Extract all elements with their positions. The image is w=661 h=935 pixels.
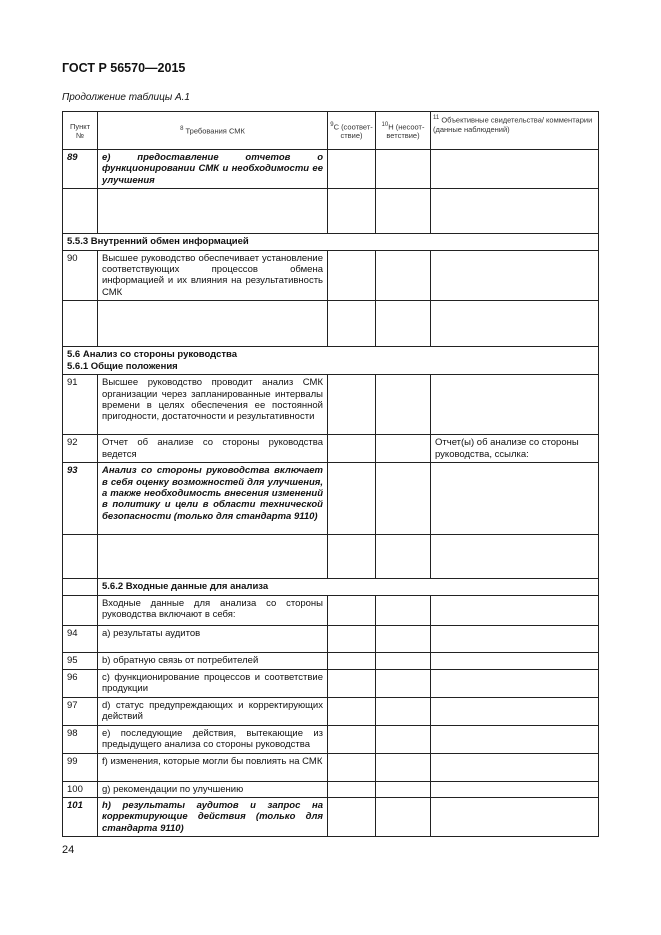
- nonconformity-cell[interactable]: [376, 375, 431, 435]
- evidence-cell[interactable]: [431, 669, 599, 697]
- nonconformity-cell[interactable]: [376, 250, 431, 301]
- conformity-cell[interactable]: [328, 725, 376, 753]
- nonconformity-cell[interactable]: [376, 150, 431, 189]
- conformity-cell[interactable]: [328, 250, 376, 301]
- evidence-cell[interactable]: [431, 781, 599, 797]
- conformity-cell[interactable]: [328, 435, 376, 463]
- table-row: [63, 595, 599, 625]
- evidence-cell[interactable]: [431, 595, 599, 625]
- evidence-cell[interactable]: [431, 189, 599, 234]
- section-heading: 5.5.3 Внутренний обмен информацией: [63, 234, 599, 250]
- table-row: [63, 463, 599, 535]
- requirement-text: h) результаты аудитов и запрос на корректирующие действия (только для стандарта 9110): [98, 798, 328, 837]
- table-caption: Продолжение таблицы А.1: [62, 92, 190, 103]
- item-number: 90: [63, 250, 98, 301]
- evidence-cell[interactable]: [431, 652, 599, 669]
- conformity-cell[interactable]: [328, 535, 376, 579]
- item-number: 98: [63, 725, 98, 753]
- item-number: 95: [63, 652, 98, 669]
- section-row: [63, 347, 599, 375]
- col-header-requirements: $^8$ Требования СМК: [98, 112, 328, 150]
- evidence-cell[interactable]: [431, 301, 599, 347]
- nonconformity-cell[interactable]: [376, 725, 431, 753]
- col-header-num: Пункт №: [63, 112, 98, 150]
- item-number: 97: [63, 697, 98, 725]
- page-number: 24: [62, 844, 75, 856]
- document-title: ГОСТ Р 56570—2015: [62, 61, 186, 75]
- requirement-text: c) функционирование процессов и соответствие продукции: [98, 669, 328, 697]
- evidence-cell[interactable]: [431, 753, 599, 781]
- requirement-text: Анализ со стороны руководства включает в себя оценку возможностей для улучшения, а также необходимость внесения изменений в политику и цели в области технической безопасности (только для стандарта 9110): [98, 463, 328, 535]
- conformity-cell[interactable]: [328, 798, 376, 837]
- requirement-text: b) обратную связь от потребителей: [98, 652, 328, 669]
- col-header-evidence: $^{11}$ Объективные свидетельства/ комментарии (данные наблюдений): [431, 112, 599, 150]
- nonconformity-cell[interactable]: [376, 189, 431, 234]
- conformity-cell[interactable]: [328, 595, 376, 625]
- nonconformity-cell[interactable]: [376, 697, 431, 725]
- evidence-cell[interactable]: [431, 463, 599, 535]
- item-number: 99: [63, 753, 98, 781]
- col-header-nonconformity: $^{10}$Н (несоот-ветствие): [376, 112, 431, 150]
- table-row: [63, 669, 599, 697]
- table-row: [63, 697, 599, 725]
- col-header-conformity: $^9$С (соответ-ствие): [328, 112, 376, 150]
- table-row: [63, 798, 599, 837]
- table-row: [63, 625, 599, 652]
- conformity-cell[interactable]: [328, 753, 376, 781]
- item-number: 93: [63, 463, 98, 535]
- conformity-cell[interactable]: [328, 625, 376, 652]
- conformity-cell[interactable]: [328, 697, 376, 725]
- item-number: 96: [63, 669, 98, 697]
- table-row: [63, 435, 599, 463]
- table-row: [63, 781, 599, 797]
- item-number: 89: [63, 150, 98, 189]
- nonconformity-cell[interactable]: [376, 652, 431, 669]
- nonconformity-cell[interactable]: [376, 595, 431, 625]
- nonconformity-cell[interactable]: [376, 781, 431, 797]
- conformity-cell[interactable]: [328, 375, 376, 435]
- item-number: [63, 595, 98, 625]
- evidence-cell[interactable]: Отчет(ы) об анализе со стороны руководства, ссылка:: [431, 435, 599, 463]
- item-number: 92: [63, 435, 98, 463]
- item-number: 100: [63, 781, 98, 797]
- requirement-text: a) результаты аудитов: [98, 625, 328, 652]
- requirement-text: Входные данные для анализа со стороны руководства включают в себя:: [98, 595, 328, 625]
- table-row: [63, 250, 599, 301]
- conformity-cell[interactable]: [328, 652, 376, 669]
- table-row-empty: [63, 189, 599, 234]
- evidence-cell[interactable]: [431, 725, 599, 753]
- requirement-text: Высшее руководство обеспечивает установление соответствующих процессов обмена информацией и их влияния на результативность СМК: [98, 250, 328, 301]
- requirement-text: f) изменения, которые могли бы повлиять на СМК: [98, 753, 328, 781]
- conformity-cell[interactable]: [328, 463, 376, 535]
- conformity-cell[interactable]: [328, 669, 376, 697]
- table-row: [63, 725, 599, 753]
- item-number: 91: [63, 375, 98, 435]
- nonconformity-cell[interactable]: [376, 301, 431, 347]
- evidence-cell[interactable]: [431, 697, 599, 725]
- header-row: [63, 112, 599, 150]
- evidence-cell[interactable]: [431, 535, 599, 579]
- table-row-empty: [63, 301, 599, 347]
- conformity-cell[interactable]: [328, 301, 376, 347]
- evidence-cell[interactable]: [431, 375, 599, 435]
- evidence-cell[interactable]: [431, 625, 599, 652]
- nonconformity-cell[interactable]: [376, 463, 431, 535]
- table-row: [63, 375, 599, 435]
- item-number: 94: [63, 625, 98, 652]
- evidence-cell[interactable]: [431, 798, 599, 837]
- nonconformity-cell[interactable]: [376, 798, 431, 837]
- table-row: [63, 652, 599, 669]
- requirement-text: e) последующие действия, вытекающие из предыдущего анализа со стороны руководства: [98, 725, 328, 753]
- nonconformity-cell[interactable]: [376, 753, 431, 781]
- conformity-cell[interactable]: [328, 189, 376, 234]
- evidence-cell[interactable]: [431, 150, 599, 189]
- requirement-text: Отчет об анализе со стороны руководства ведется: [98, 435, 328, 463]
- requirement-text: Высшее руководство проводит анализ СМК организации через запланированные интервалы времени в целях обеспечения ее постоянной пригодности, достаточности и результативности: [98, 375, 328, 435]
- nonconformity-cell[interactable]: [376, 669, 431, 697]
- evidence-cell[interactable]: [431, 250, 599, 301]
- requirement-text: d) статус предупреждающих и корректирующих действий: [98, 697, 328, 725]
- table-row: [63, 753, 599, 781]
- nonconformity-cell[interactable]: [376, 435, 431, 463]
- requirement-text: е) предоставление отчетов о функционировании СМК и необходимости ее улучшения: [98, 150, 328, 189]
- requirement-text: g) рекомендации по улучшению: [98, 781, 328, 797]
- section-heading: 5.6.2 Входные данные для анализа: [98, 579, 599, 595]
- conformity-cell[interactable]: [328, 781, 376, 797]
- table-row-empty: [63, 535, 599, 579]
- section-row: [63, 579, 599, 595]
- section-heading: 5.6 Анализ со стороны руководства 5.6.1 Общие положения: [63, 347, 599, 375]
- nonconformity-cell[interactable]: [376, 535, 431, 579]
- conformity-cell[interactable]: [328, 150, 376, 189]
- nonconformity-cell[interactable]: [376, 625, 431, 652]
- table-row: [63, 150, 599, 189]
- smk-requirements-table: [62, 111, 599, 837]
- section-row: [63, 234, 599, 250]
- item-number: 101: [63, 798, 98, 837]
